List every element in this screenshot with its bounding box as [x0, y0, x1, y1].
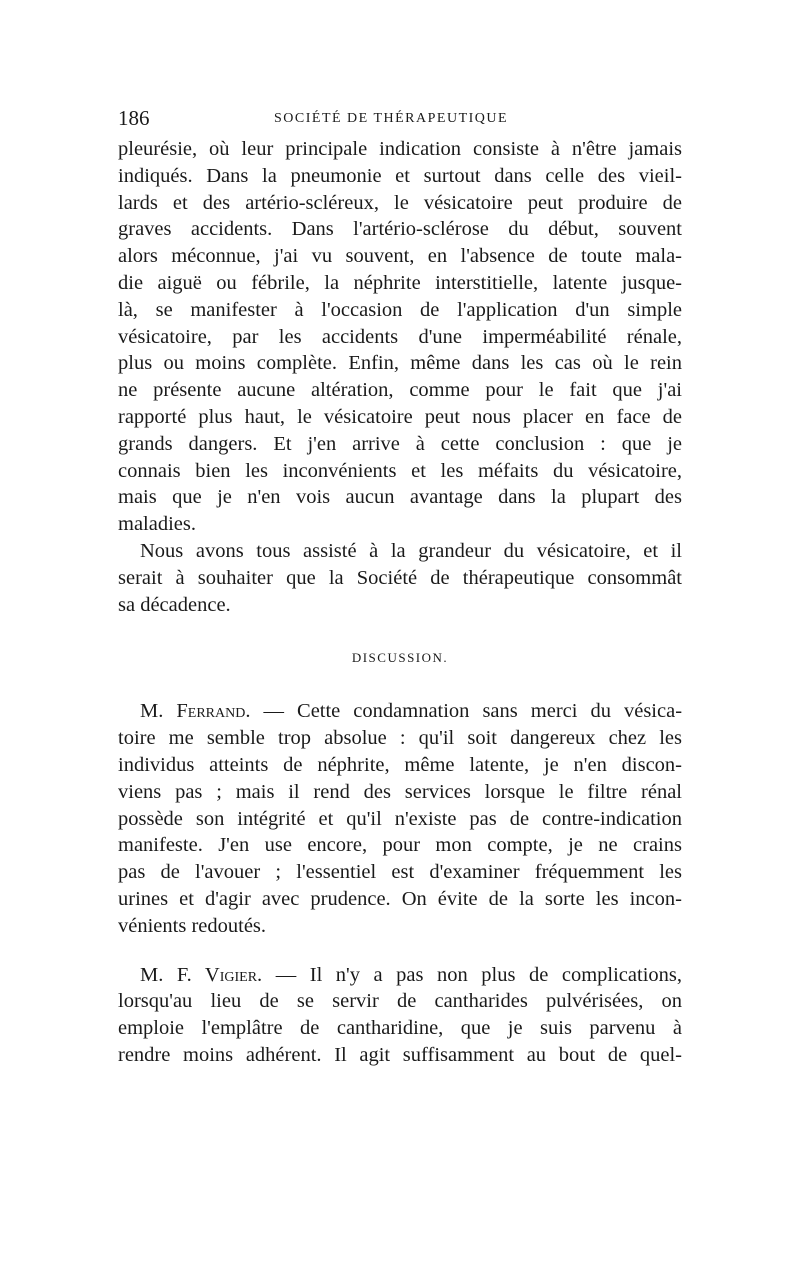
- text-line: [118, 962, 682, 989]
- paragraph-2: [118, 538, 682, 618]
- text-line: rapporté plus haut, le vésicatoire peut nous placer en face de: [118, 405, 682, 428]
- paragraph-1: [118, 136, 682, 538]
- text-line: connais bien les inconvénients et les méfaits du vésicatoire,: [118, 459, 682, 482]
- text-line: lards et des artério-scléreux, le vésicatoire peut produire de: [118, 191, 682, 214]
- speaker-name: M. F. Vigier.: [140, 963, 263, 986]
- speech-text: — Il n'y a pas non plus de complications,: [275, 963, 682, 986]
- book-page: [118, 106, 682, 1069]
- speech-text: — Cette condamnation sans merci du vésica-: [263, 700, 683, 723]
- text-line: sa décadence.: [118, 593, 231, 616]
- speaker-name: M. Ferrand.: [140, 700, 251, 723]
- section-title: DISCUSSION.: [351, 650, 449, 666]
- text-line: possède son intégrité et qu'il n'existe pas de contre-indication: [118, 807, 682, 830]
- text-line: individus atteints de néphrite, même latente, je n'en discon-: [118, 753, 682, 776]
- text-line: die aiguë ou fébrile, la néphrite interstitielle, latente jusque-: [118, 271, 682, 294]
- text-line: grands dangers. Et j'en arrive à cette conclusion : que je: [118, 432, 682, 455]
- text-line: viens pas ; mais il rend des services lorsque le filtre rénal: [118, 780, 682, 803]
- text-line: emploie l'emplâtre de cantharidine, que je suis parvenu à: [118, 1017, 682, 1040]
- text-line: là, se manifester à l'occasion de l'application d'un simple: [118, 298, 682, 321]
- text-line: vésicatoire, par les accidents d'une imperméabilité rénale,: [118, 325, 682, 348]
- text-line: pleurésie, où leur principale indication consiste à n'être jamais: [118, 138, 682, 160]
- text-line: toire me semble trop absolue : qu'il soit dangereux chez les: [118, 727, 682, 750]
- paragraph-gap: [118, 940, 682, 962]
- text-line: indiqués. Dans la pneumonie et surtout dans celle des vieil-: [118, 164, 682, 187]
- text-line: urines et d'agir avec prudence. On évite de la sorte les incon-: [118, 887, 682, 910]
- text-line: graves accidents. Dans l'artério-sclérose du début, souvent: [118, 218, 682, 241]
- text-line: pas de l'avouer ; l'essentiel est d'examiner fréquemment les: [118, 861, 682, 884]
- text-line: rendre moins adhérent. Il agit suffisamment au bout de quel-: [118, 1043, 682, 1066]
- running-head: [118, 106, 682, 136]
- vigier-paragraph: [118, 962, 682, 1069]
- text-line: Nous avons tous assisté à la grandeur du vésicatoire, et il: [140, 539, 682, 562]
- text-line: [118, 698, 682, 725]
- text-line: vénients redoutés.: [118, 914, 267, 937]
- text-line: ne présente aucune altération, comme pour le fait que j'ai: [118, 379, 682, 402]
- text-line: lorsqu'au lieu de se servir de cantharides pulvérisées, on: [118, 990, 682, 1013]
- text-line: manifeste. J'en use encore, pour mon compte, je ne crains: [118, 834, 682, 857]
- text-line: mais que je n'en vois aucun avantage dans la plupart des: [118, 486, 682, 509]
- text-line: maladies.: [118, 513, 196, 536]
- text-line: plus ou moins complète. Enfin, même dans les cas où le rein: [118, 352, 682, 375]
- text-line: serait à souhaiter que la Société de thérapeutique consommât: [118, 566, 682, 589]
- text-line: alors méconnue, j'ai vu souvent, en l'absence de toute mala-: [118, 245, 682, 268]
- ferrand-paragraph: [118, 698, 682, 939]
- running-title: SOCIÉTÉ DE THÉRAPEUTIQUE: [274, 111, 509, 126]
- page-number: 186: [118, 106, 150, 130]
